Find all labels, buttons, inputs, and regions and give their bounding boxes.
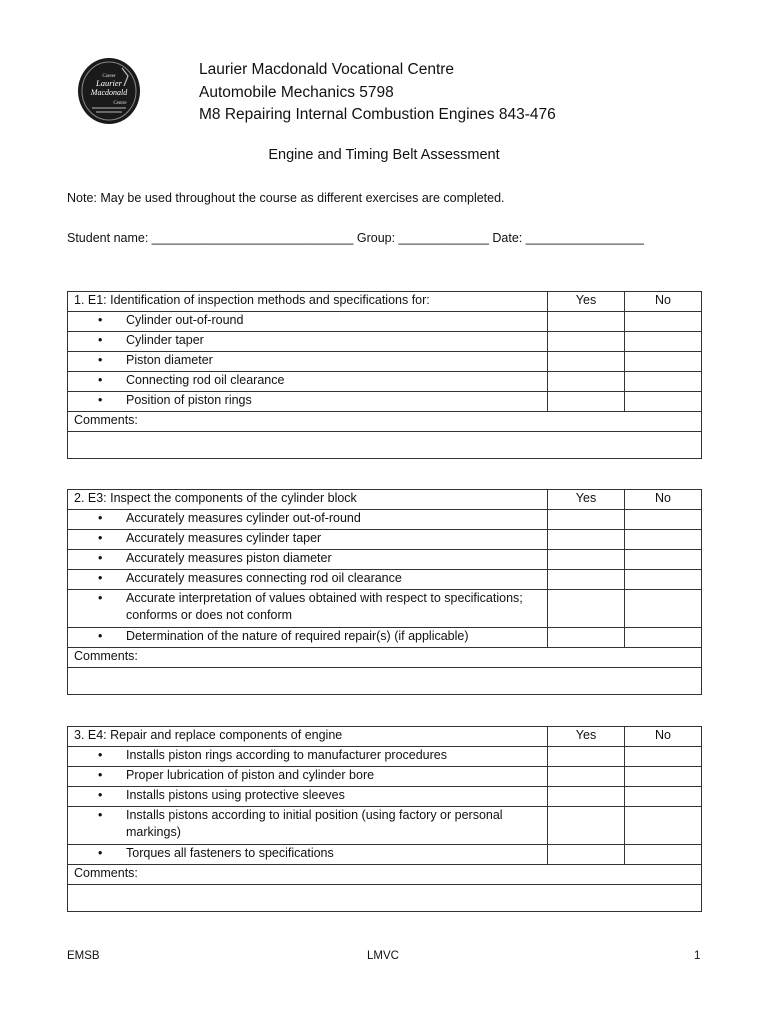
- module-name: M8 Repairing Internal Combustion Engines 843-476: [199, 106, 556, 123]
- no-cell[interactable]: [625, 372, 702, 392]
- yes-cell[interactable]: [548, 530, 625, 550]
- yes-cell[interactable]: [548, 787, 625, 807]
- yes-header: Yes: [548, 490, 625, 510]
- criteria-label: Determination of the nature of required repair(s) (if applicable): [126, 629, 469, 643]
- no-cell[interactable]: [625, 767, 702, 787]
- criteria-label: Accurate interpretation of values obtained with respect to specifications; conforms or does not conform: [126, 591, 523, 622]
- comments-field[interactable]: [68, 885, 702, 912]
- section-heading: 3. E4: Repair and replace components of engine: [68, 727, 548, 747]
- yes-cell[interactable]: [548, 312, 625, 332]
- no-cell[interactable]: [625, 530, 702, 550]
- criteria-item: • Proper lubrication of piston and cylinder bore: [68, 767, 548, 787]
- criteria-label: Accurately measures cylinder out-of-round: [126, 511, 361, 525]
- criteria-item: • Cylinder out-of-round: [68, 312, 548, 332]
- criteria-label: Accurately measures connecting rod oil clearance: [126, 571, 402, 585]
- yes-cell[interactable]: [548, 845, 625, 865]
- page-title: Engine and Timing Belt Assessment: [268, 147, 500, 163]
- criteria-item: • Accurate interpretation of values obtained with respect to specifications; conforms or does not conform: [68, 590, 548, 628]
- document-header: [199, 59, 556, 127]
- comments-field[interactable]: [68, 432, 702, 459]
- assessment-table-1: [67, 291, 702, 459]
- no-header: No: [625, 490, 702, 510]
- yes-header: Yes: [548, 727, 625, 747]
- criteria-item: • Accurately measures cylinder taper: [68, 530, 548, 550]
- criteria-label: Proper lubrication of piston and cylinder bore: [126, 768, 375, 782]
- no-header: No: [625, 727, 702, 747]
- footer-left: EMSB: [67, 950, 100, 962]
- yes-cell[interactable]: [548, 352, 625, 372]
- criteria-item: • Accurately measures connecting rod oil clearance: [68, 570, 548, 590]
- comments-label: Comments:: [68, 412, 702, 432]
- criteria-item: • Determination of the nature of required repair(s) (if applicable): [68, 628, 548, 648]
- criteria-item: • Piston diameter: [68, 352, 548, 372]
- criteria-label: Installs pistons according to initial position (using factory or personal markings): [126, 808, 503, 839]
- no-cell[interactable]: [625, 845, 702, 865]
- yes-cell[interactable]: [548, 570, 625, 590]
- yes-cell[interactable]: [548, 372, 625, 392]
- criteria-item: • Connecting rod oil clearance: [68, 372, 548, 392]
- logo-text-3: Centre: [113, 101, 127, 106]
- student-info-line: Student name: _____________________________ Group: _____________ Date: _________________: [67, 231, 644, 245]
- criteria-item: • Installs piston rings according to manufacturer procedures: [68, 747, 548, 767]
- criteria-item: • Position of piston rings: [68, 392, 548, 412]
- no-cell[interactable]: [625, 312, 702, 332]
- comments-field[interactable]: [68, 668, 702, 695]
- criteria-label: Installs pistons using protective sleeves: [126, 788, 345, 802]
- yes-cell[interactable]: [548, 550, 625, 570]
- criteria-label: Cylinder out-of-round: [126, 313, 244, 327]
- yes-cell[interactable]: [548, 747, 625, 767]
- no-cell[interactable]: [625, 392, 702, 412]
- comments-label: Comments:: [68, 865, 702, 885]
- no-cell[interactable]: [625, 590, 702, 628]
- no-cell[interactable]: [625, 807, 702, 845]
- yes-cell[interactable]: [548, 392, 625, 412]
- no-header: No: [625, 292, 702, 312]
- no-cell[interactable]: [625, 352, 702, 372]
- program-name: Automobile Mechanics 5798: [199, 83, 394, 101]
- criteria-label: Accurately measures piston diameter: [126, 551, 332, 565]
- criteria-item: • Installs pistons according to initial position (using factory or personal markings): [68, 807, 548, 845]
- no-cell[interactable]: [625, 550, 702, 570]
- no-cell[interactable]: [625, 747, 702, 767]
- yes-header: Yes: [548, 292, 625, 312]
- no-cell[interactable]: [625, 628, 702, 648]
- yes-cell[interactable]: [548, 590, 625, 628]
- criteria-label: Installs piston rings according to manufacturer procedures: [126, 748, 447, 762]
- criteria-label: Torques all fasteners to specifications: [126, 846, 334, 860]
- section-heading: 1. E1: Identification of inspection methods and specifications for:: [68, 292, 548, 312]
- no-cell[interactable]: [625, 570, 702, 590]
- criteria-item: • Torques all fasteners to specifications: [68, 845, 548, 865]
- yes-cell[interactable]: [548, 628, 625, 648]
- criteria-item: • Installs pistons using protective sleeves: [68, 787, 548, 807]
- footer-center: LMVC: [367, 950, 399, 962]
- yes-cell[interactable]: [548, 332, 625, 352]
- no-cell[interactable]: [625, 332, 702, 352]
- logo-text-2: Macdonald: [90, 88, 128, 97]
- yes-cell[interactable]: [548, 807, 625, 845]
- logo-text-top: Career: [102, 74, 116, 79]
- no-cell[interactable]: [625, 787, 702, 807]
- page-number: 1: [694, 950, 701, 962]
- school-logo: [76, 56, 142, 126]
- criteria-item: • Cylinder taper: [68, 332, 548, 352]
- comments-label: Comments:: [68, 648, 702, 668]
- assessment-table-2: [67, 489, 702, 695]
- yes-cell[interactable]: [548, 510, 625, 530]
- no-cell[interactable]: [625, 510, 702, 530]
- section-heading: 2. E3: Inspect the components of the cylinder block: [68, 490, 548, 510]
- institution-name: Laurier Macdonald Vocational Centre: [199, 61, 455, 78]
- criteria-label: Cylinder taper: [126, 333, 204, 347]
- logo-text-1: Laurier: [96, 78, 122, 88]
- yes-cell[interactable]: [548, 767, 625, 787]
- criteria-label: Piston diameter: [126, 353, 213, 367]
- assessment-table-3: [67, 726, 702, 912]
- criteria-item: • Accurately measures piston diameter: [68, 550, 548, 570]
- criteria-label: Accurately measures cylinder taper: [126, 531, 322, 545]
- note-text: Note: May be used throughout the course as different exercises are completed.: [67, 191, 505, 205]
- criteria-item: • Accurately measures cylinder out-of-round: [68, 510, 548, 530]
- criteria-label: Position of piston rings: [126, 393, 252, 407]
- criteria-label: Connecting rod oil clearance: [126, 373, 285, 387]
